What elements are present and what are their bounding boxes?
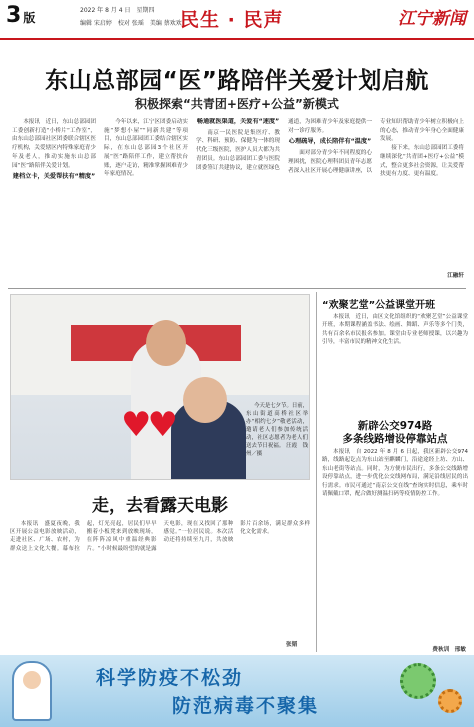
doctor-illustration-icon xyxy=(12,661,52,721)
page-number-suffix: 版 xyxy=(23,11,36,25)
story-paragraph: 面对部分青少年不同程度的心理困扰，医院心理科团员青年志愿者深入社区开展心理健康讲座，以专业知识帮助青少年树立积极向上的心态，推动青少年身心全面健康发展。 xyxy=(288,119,464,174)
virus-icon xyxy=(438,689,462,713)
main-subhead: 积极探索“共青团+医疗+公益”新模式 xyxy=(135,97,339,111)
film-headline: 走，去看露天电影 xyxy=(92,496,228,516)
film-story-body xyxy=(10,520,310,646)
newspaper-brand-logo: 江宁新闻 xyxy=(398,9,466,29)
story-paragraph: 本报讯 近日，由区文化馆组织的“欢聚艺堂”公益课堂开班，本期课程涵盖书法、绘画、舞蹈、声乐等多个门类，共有百余名市民报名参加。课堂由专业老师授课，以兴趣为引导，丰富市民的精神文化生活。 xyxy=(322,314,468,346)
film-story-author: 张韬 xyxy=(286,642,298,648)
photo-man-face xyxy=(146,320,186,366)
main-story-body xyxy=(12,118,464,278)
story-paragraph: 南京一民医院是集医疗、教学、科研、预防、保健为一体的现代化三级医院，医护人员大都为共青团员。东山总部园团工委与医院团委签订共建协议，建立就医绿色通道，为困难青少年及家庭提供一对一诊疗服务。 xyxy=(196,119,372,171)
issue-date: 2022 年 8 月 4 日 星期四 xyxy=(80,7,155,14)
page-header xyxy=(0,0,474,40)
page-number-value: 3 xyxy=(6,3,22,28)
virus-icon xyxy=(400,663,436,699)
bottom-banner xyxy=(0,655,474,727)
story-subheading: 心理疏导，成长陪伴有“温度” xyxy=(288,138,372,146)
banner-slogan-1: 科学防疫不松劲 xyxy=(96,667,244,689)
column-divider xyxy=(316,292,317,652)
right-headline-1: “欢聚艺堂”公益课堂开班 xyxy=(322,300,436,311)
section-divider xyxy=(8,288,466,289)
story-paragraph: 今年以来，江宁区团委启动实施“梦想小屋”“同新共建”等项目，东山总部园团工委结合辖区实际，在东山总部园3个社区开展“医”路陪伴工作，建立帮扶台账，逐户走访，精准掌握困难青少年家庭情况。 xyxy=(104,119,188,178)
right-col-author: 费秋训 邢敏 xyxy=(432,647,466,653)
main-story-author: 江融轩 xyxy=(447,273,464,279)
photo-caption xyxy=(246,402,308,458)
heart-icon: ♥♥ xyxy=(121,405,174,445)
caption-credit: 汪霞 钱州／摄 xyxy=(246,443,308,457)
story-subheading: 畅通就医渠道，关爱有“速度” xyxy=(196,118,280,125)
main-headline: 东山总部园“医”路陪伴关爱计划启航 xyxy=(45,68,429,94)
story-paragraph: 本报讯 自 2022 年 8 月 6 日起，我区新辟公交974路，线路起讫点为东山站至麒麟门，沿途途经上坊、方山、东山老街等站点。同时，为方便市民出行，多条公交线路增设停靠站点，进一步优化公交线网布局，满足沿线居民的出行需求。市民可通过“南京公交在线”查询实时信息，乘车时请佩戴口罩，配合做好测温扫码等疫情防控工作。 xyxy=(322,449,468,498)
caption-text: 今天是七夕节。日前，东山街道高桥社区举办“相约七夕”敬老活动，邀请老人们参加传统活动，社区志愿者为老人们送去节日祝福。 xyxy=(246,403,309,449)
right-body-1 xyxy=(322,313,468,416)
editor-credits: 编辑 宋启婷 校对 张瑶 美编 蔡欢欢 xyxy=(80,20,182,27)
photo-woman-face xyxy=(183,377,227,423)
section-title: 民生 · 民声 xyxy=(180,9,284,31)
page-number xyxy=(6,3,35,28)
story-paragraph: 接下来，东山总部园团工委将继续深化“共青团+医疗+公益”模式，整合更多社会资源，让关爱帮扶更有力度、更有温度。 xyxy=(380,145,464,178)
story-paragraph: 本报讯 盛夏夜晚，我区开展公益电影放映活动，走进社区、广场、农村，为群众送上文化大餐。幕布拉起，灯光亮起，居民们早早搬着小板凳来到放映现场，在阵阵凉风中重温经典影片。“小时候最盼望的就是露天电影，现在又找回了那种感觉。”一位居民说。本次活动还将持续至九月，共放映影片百余场，满足群众多样化文化需求。 xyxy=(10,521,310,552)
right-headline-2: 新辟公交974路 多条线路增设停靠站点 xyxy=(342,420,448,445)
banner-slogan-2: 防范病毒不聚集 xyxy=(172,695,320,717)
right-body-2 xyxy=(322,448,468,644)
story-paragraph: 本报讯 近日，东山总部园团工委创新打造“小桥片“工作室”，由东山总部园社区团委联合辖区医疗机构，关爱辖区内特殊家庭青少年及老人，推动实施东山总部园“医”路陪伴关爱计划。 xyxy=(12,119,96,169)
story-subheading: 建档立卡，关爱帮扶有“精度” xyxy=(12,173,96,181)
